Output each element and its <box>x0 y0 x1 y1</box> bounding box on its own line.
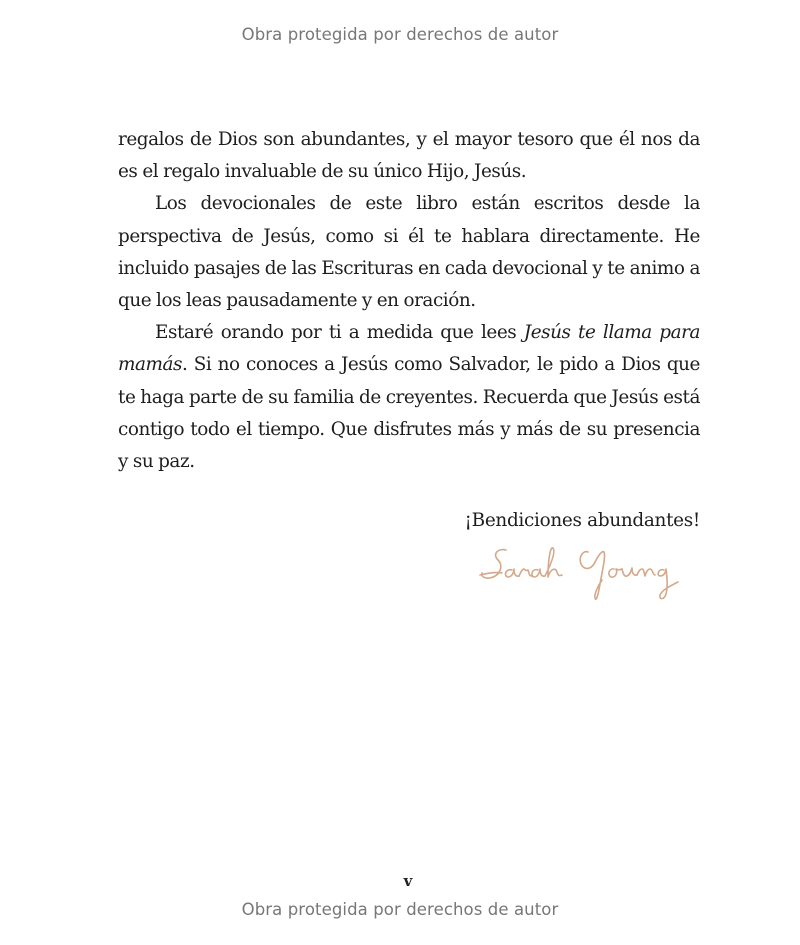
signature-image <box>478 542 690 606</box>
paragraph-2: Los devocionales de este libro están escritos desde la perspectiva de Jesús, como si él te hablara directamente. He incluido pasajes de las Escrituras en cada devocional y te animo a que los leas pausadamente y en oración. <box>118 193 700 312</box>
closing-salutation: ¡Bendiciones abundantes! <box>464 510 700 531</box>
paragraph-3-text-end: . Si no conoces a Jesús como Salvador, le pido a Dios que te haga parte de su familia de creyentes. Recuerda que Jesús está contigo todo el tiempo. Que disfrutes más y más de su presencia y su paz. <box>118 354 700 473</box>
copyright-watermark-bottom: Obra protegida por derechos de autor <box>241 900 559 919</box>
paragraph-3-text-start: Estaré orando por ti a medida que lees <box>155 322 524 344</box>
paragraph-3 <box>118 317 700 478</box>
page-body <box>118 124 700 478</box>
page-number: v <box>403 872 413 890</box>
copyright-watermark-top: Obra protegida por derechos de autor <box>241 25 559 44</box>
book-title: Jesús te llama para mamás <box>118 322 700 376</box>
paragraph-1: regalos de Dios son abundantes, y el mayor tesoro que él nos da es el regalo invaluable de su único Hijo, Jesús. <box>118 129 700 183</box>
